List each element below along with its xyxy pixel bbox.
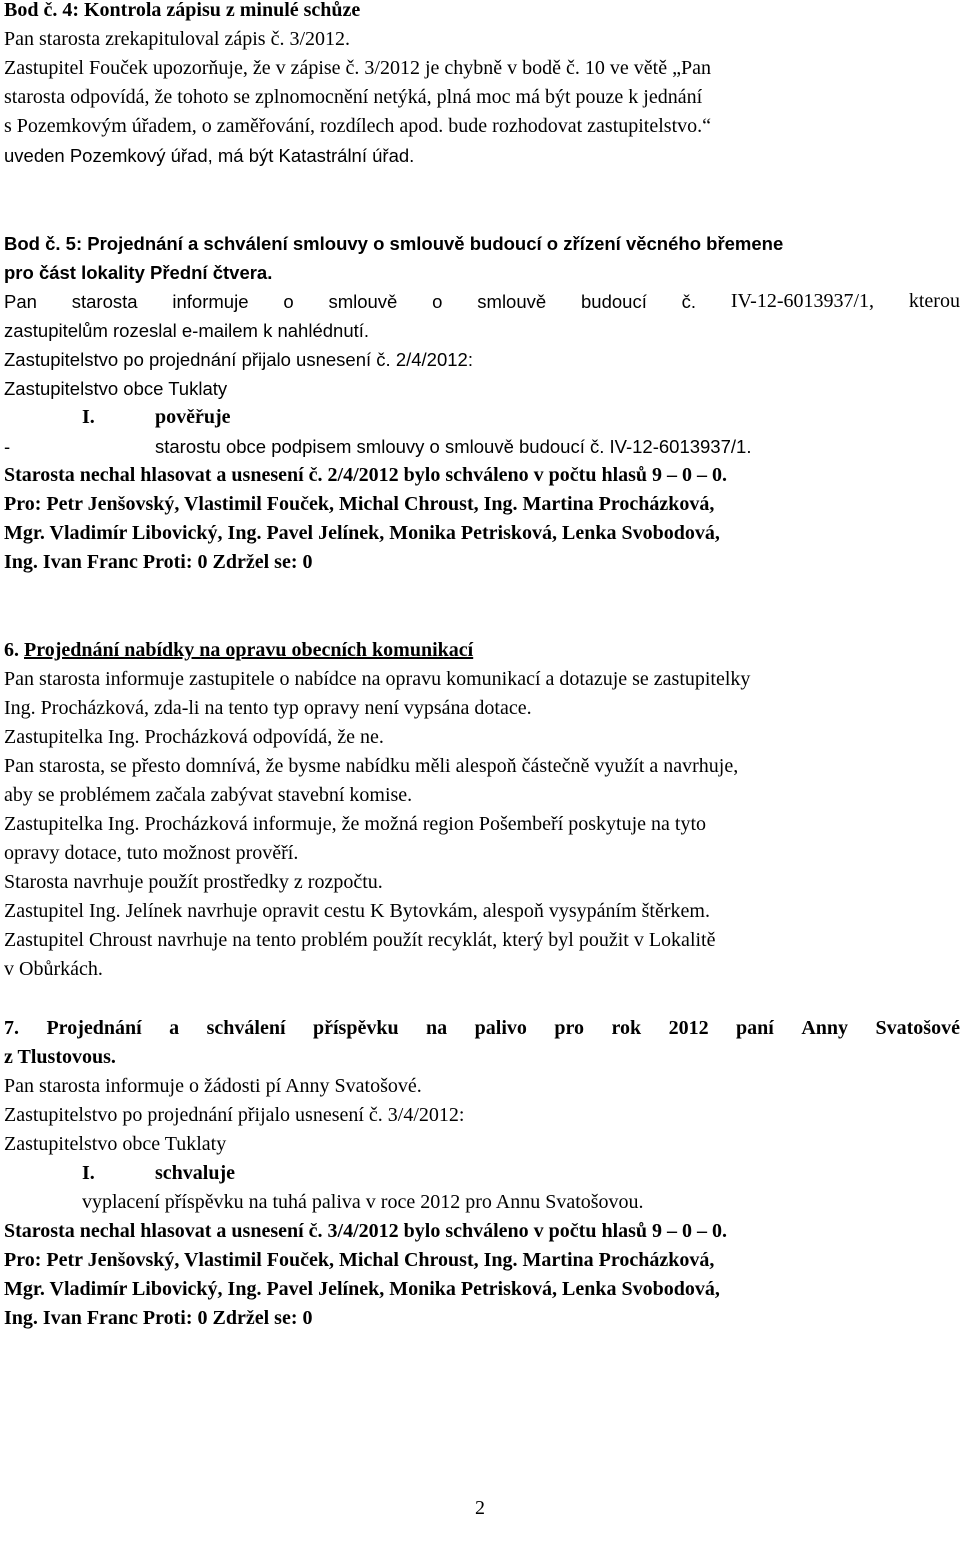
word: Anny: [801, 1017, 849, 1039]
item5-heading: Bod č. 5: Projednání a schválení smlouvy o smlouvě budoucí o zřízení věcného břemene: [4, 233, 784, 254]
item6-line: aby se problémem začala zabývat stavební komise.: [4, 784, 413, 806]
word: Projednání: [46, 1017, 142, 1039]
item6-line: Zastupitel Ing. Jelínek navrhuje opravit cestu K Bytovkám, alespoň vysypáním štěrkem.: [4, 900, 710, 922]
item6-line: Pan starosta informuje zastupitele o nabídce na opravu komunikací a dotazuje se zastupitelky: [4, 668, 751, 690]
item7-council: Zastupitelstvo obce Tuklaty: [4, 1133, 227, 1155]
word: kterou: [908, 290, 960, 312]
item4-line: s Pozemkovým úřadem, o zaměřování, rozdílech apod. bude rozhodovat zastupitelstvo.“: [4, 115, 712, 137]
word: pro: [554, 1017, 584, 1039]
item6-line: Zastupitelka Ing. Procházková odpovídá, že ne.: [4, 726, 384, 748]
word: palivo: [474, 1017, 527, 1039]
item4-line: starosta odpovídá, že tohoto se zplnomocnění netýká, plná moc má být pouze k jednání: [4, 86, 703, 108]
word: rok: [611, 1017, 642, 1039]
item4-line: Zastupitel Fouček upozorňuje, že v zápise č. 3/2012 je chybně v bodě č. 10 ve větě „Pan: [4, 57, 711, 79]
word: 2012: [668, 1017, 709, 1039]
word: o: [432, 291, 443, 312]
item5-info-justified: [4, 287, 960, 316]
page-number: 2: [475, 1497, 485, 1519]
word: a: [169, 1017, 180, 1039]
item5-verb: pověřuje: [155, 406, 231, 428]
item7-pro: Ing. Ivan Franc Proti: 0 Zdržel se: 0: [4, 1307, 313, 1329]
item5-roman: I.: [82, 406, 95, 428]
item6-line: Starosta navrhuje použít prostředky z rozpočtu.: [4, 871, 383, 893]
item5-info-cont: zastupitelům rozeslal e-mailem k nahlédnutí.: [4, 320, 370, 341]
word: Pan: [4, 291, 37, 312]
word: č.: [681, 291, 697, 312]
word: smlouvě: [328, 291, 398, 312]
word: paní: [736, 1017, 774, 1039]
item7-pro: Pro: Petr Jenšovský, Vlastimil Fouček, Michal Chroust, Ing. Martina Procházková,: [4, 1249, 715, 1271]
item5-pro: Pro: Petr Jenšovský, Vlastimil Fouček, Michal Chroust, Ing. Martina Procházková,: [4, 493, 715, 515]
word: 7.: [4, 1017, 19, 1039]
item5-pro: Ing. Ivan Franc Proti: 0 Zdržel se: 0: [4, 551, 313, 573]
item6-heading: [4, 636, 473, 665]
word: budoucí: [581, 291, 647, 312]
word: smlouvě: [477, 291, 547, 312]
item4-line: uveden Pozemkový úřad, má být Katastrální úřad.: [4, 145, 415, 166]
item6-line: Ing. Procházková, zda-li na tento typ opravy není vypsána dotace.: [4, 697, 532, 719]
item5-resolution-intro: Zastupitelstvo po projednání přijalo usnesení č. 2/4/2012:: [4, 349, 473, 370]
word: o: [283, 291, 294, 312]
word: příspěvku: [312, 1017, 399, 1039]
item5-vote: Starosta nechal hlasovat a usnesení č. 2/4/2012 bylo schváleno v počtu hlasů 9 – 0 – 0.: [4, 464, 728, 486]
item7-heading-justified: [4, 1014, 960, 1043]
item5-council: Zastupitelstvo obce Tuklaty: [4, 378, 228, 399]
item5-pro: Mgr. Vladimír Libovický, Ing. Pavel Jelínek, Monika Petrisková, Lenka Svobodová,: [4, 522, 720, 544]
item5-task: starostu obce podpisem smlouvy o smlouvě budoucí č. IV-12-6013937/1.: [155, 436, 752, 457]
word: starosta: [71, 291, 138, 312]
item4-line: Pan starosta zrekapituloval zápis č. 3/2012.: [4, 28, 351, 50]
item6-title: Projednání nabídky na opravu obecních komunikací: [24, 639, 474, 661]
word: na: [426, 1017, 448, 1039]
item6-number: 6.: [4, 639, 19, 661]
item5-heading-cont: pro část lokality Přední čtvera.: [4, 262, 273, 283]
item7-info: Pan starosta informuje o žádosti pí Anny Svatošové.: [4, 1075, 422, 1097]
word: schválení: [206, 1017, 286, 1039]
item7-pro: Mgr. Vladimír Libovický, Ing. Pavel Jelínek, Monika Petrisková, Lenka Svobodová,: [4, 1278, 720, 1300]
item6-line: Zastupitel Chroust navrhuje na tento problém použít recyklát, který byl použit v Lokalitě: [4, 929, 716, 951]
item7-vote: Starosta nechal hlasovat a usnesení č. 3/4/2012 bylo schváleno v počtu hlasů 9 – 0 – 0.: [4, 1220, 728, 1242]
item6-line: Zastupitelka Ing. Procházková informuje, že možná region Pošembeří poskytuje na tyto: [4, 813, 707, 835]
word: IV-12-6013937/1,: [730, 290, 875, 312]
item7-roman: I.: [82, 1162, 95, 1184]
item6-line: v Obůrkách.: [4, 958, 103, 980]
item7-verb: schvaluje: [155, 1162, 235, 1184]
item5-dash: -: [4, 436, 11, 457]
word: informuje: [172, 291, 249, 312]
item7-heading-cont: z Tlustovous.: [4, 1046, 116, 1068]
item7-task: vyplacení příspěvku na tuhá paliva v roce 2012 pro Annu Svatošovou.: [82, 1191, 644, 1213]
word: Svatošové: [875, 1017, 960, 1039]
item4-heading: Bod č. 4: Kontrola zápisu z minulé schůze: [4, 0, 361, 21]
item7-resolution-intro: Zastupitelstvo po projednání přijalo usnesení č. 3/4/2012:: [4, 1104, 465, 1126]
item6-line: opravy dotace, tuto možnost prověří.: [4, 842, 299, 864]
item6-line: Pan starosta, se přesto domnívá, že bysme nabídku měli alespoň částečně využít a navrhuje,: [4, 755, 739, 777]
